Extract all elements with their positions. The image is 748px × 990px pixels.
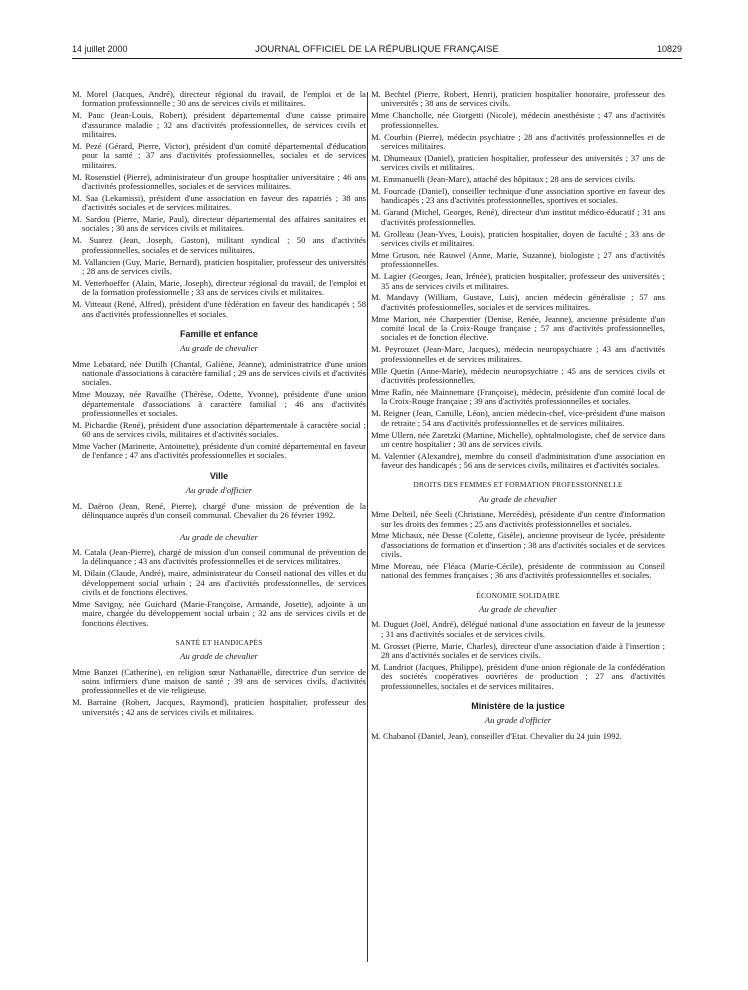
list-item: M. Pezé (Gérard, Pierre, Victor), président d'un comité départemental d'éducation pour la santé ; 37 ans d'activités professionnelles, sociales et de services militaires.	[72, 140, 366, 170]
section-title-economie-solidaire: ÉCONOMIE SOLIDAIRE	[476, 590, 560, 600]
list-item: M. Vallancien (Guy, Marie, Bernard), praticien hospitalier, professeur des universités ; 28 ans de services civils.	[72, 256, 366, 276]
list-item: M. Courbin (Pierre), médecin psychiatre ; 28 ans d'activités professionnelles et de services militaires.	[371, 131, 665, 151]
list-item: M. Grolleau (Jean-Yves, Louis), praticien hospitalier, doyen de faculté ; 33 ans de services civils et militaires.	[371, 228, 665, 248]
list-item: M. Pauc (Jean-Louis, Robert), président départemental d'une caisse primaire d'assurance maladie ; 32 ans d'activités professionnelles, de services civils et militaires.	[72, 110, 366, 139]
grade-heading: Au grade d'officier	[185, 485, 253, 496]
list-item: M. Sardou (Pierre, Marie, Paul), directeur départemental des affaires sanitaires et sociales ; 30 ans de services civils et militaires.	[72, 214, 366, 234]
list-item: Mme Moreau, née Fléaca (Marie-Cécile), présidente de commission au Conseil national des femmes françaises ; 36 ans d'activités professionnelles et sociales.	[371, 561, 665, 581]
left-column	[72, 90, 366, 720]
list-item: M. Barraine (Robert, Jacques, Raymond), praticien hospitalier, professeur des universités ; 42 ans de services civils et militaires.	[72, 697, 366, 717]
page-header	[72, 44, 682, 58]
list-item: Mme Banzet (Catherine), en religion sœur Nathanaëlle, directrice d'un service de soins infirmiers d'une maison de santé ; 39 ans de services civils, d'activités professionnelles et de vie religieuse.	[72, 666, 366, 696]
list-item: Mme Savigny, née Guichard (Marie-Françoise, Armande, Josette), adjointe à un maire, chargée du développement social urbain ; 32 ans de services civils et de fonctions électives.	[72, 599, 366, 628]
grade-heading: Au grade de chevalier	[479, 604, 557, 615]
list-item: Mme Ullern, née Zaretzki (Martine, Michelle), ophtalmologiste, chef de service dans un centre hospitalier ; 30 ans de services civils.	[371, 429, 665, 449]
list-item: M. Valentier (Alexandre), membre du conseil d'administration d'une association en faveur des handicapés ; 56 ans de services civils, militaires et d'activités sociales.	[371, 450, 665, 471]
list-item: M. Grosset (Pierre, Marie, Charles), directeur d'une association d'aide à l'insertion ; 28 ans d'activités sociales et de services civils.	[371, 640, 665, 661]
header-date: 14 juillet 2000	[72, 44, 128, 54]
list-item: M. Peyrouzet (Jean-Marc, Jacques), médecin neuropsychiatre ; 43 ans d'activités professionnelles et de services militaires.	[371, 344, 665, 364]
section-title-droits-des-femmes: DROITS DES FEMMES ET FORMATION PROFESSIONNELLE	[413, 480, 623, 490]
list-item: M. Lagier (Georges, Jean, Irénée), praticien hospitalier, professeur des universités ; 35 ans de services civils et militaires.	[371, 271, 665, 291]
list-item: M. Landriot (Jacques, Philippe), président d'une union régionale de la confédération des sociétés coopératives ouvrières de production ; 27 ans d'activités professionnelles, sociales et de services militaires.	[371, 662, 665, 691]
section-title-ville: Ville	[209, 470, 229, 481]
list-item: Mme Gruson, née Rauwel (Anne, Marie, Suzanne), biologiste ; 27 ans d'activités professionnelles.	[371, 249, 665, 270]
page-number: 10829	[656, 44, 682, 54]
list-item: M. Vetterhoeffer (Alain, Marie, Joseph), directeur régional du travail, de l'emploi et de la formation professionnelle ; 33 ans de services civils et militaires.	[72, 277, 366, 298]
list-item: Mme Vacher (Marinette, Antoinette), présidente d'un comité départemental en faveur de l'enfance ; 47 ans d'activités professionnelles et sociales.	[72, 441, 366, 461]
list-item: M. Mandavy (William, Gustave, Luis), ancien médecin généraliste ; 57 ans d'activités professionnelles, sociales et de services militaires.	[371, 292, 665, 312]
list-item: M. Fourcade (Daniel), conseiller technique d'une association sportive en faveur des handicapés ; 23 ans d'activités professionnelles, sportives et sociales.	[371, 186, 665, 206]
left-entries	[72, 90, 366, 319]
list-item: Mme Mouzay, née Ravailhe (Thérèse, Odette, Yvonne), présidente d'une union départementale d'associations à caractère familial ; 46 ans d'activités professionnelles et sociales.	[72, 389, 366, 418]
list-item: Mme Delteil, née Seeli (Christiane, Mercédès), présidente d'un centre d'information sur les droits des femmes ; 25 ans d'activités professionnelles et sociales.	[371, 509, 665, 529]
list-item: M. Reigner (Jean, Camille, Léon), ancien médecin-chef, vice-président d'une maison de retraite ; 54 ans d'activités professionnelles et de services militaires.	[371, 408, 665, 428]
list-item: M. Suarez (Jean, Joseph, Gaston), militant syndical ; 50 ans d'activités professionnelles, sociales et de services militaires.	[72, 235, 366, 255]
list-item: M. Chabanol (Daniel, Jean), conseiller d'Etat. Chevalier du 24 juin 1992.	[371, 730, 622, 741]
list-item: M. Vitteaut (René, Alfred), président d'une fédération en faveur des handicapés ; 58 ans d'activités professionnelles et sociales.	[72, 299, 366, 319]
list-item: Mlle Quetin (Anne-Marie), médecin neuropsychiatre ; 45 ans de services civils et d'activités professionnelles.	[371, 365, 665, 385]
grade-heading: Au grade de chevalier	[180, 651, 258, 662]
list-item: M. Dilain (Claude, André), maire, administrateur du Conseil national des villes et du développement social urbain ; 24 ans d'activités professionnelles, de services civils et de fonctions électives.	[72, 568, 366, 598]
grade-heading: Au grade de chevalier	[479, 493, 557, 504]
section-title-famille: Famille et enfance	[179, 328, 259, 339]
section-title-justice: Ministère de la justice	[471, 701, 565, 712]
right-column	[371, 90, 665, 744]
list-item: Mme Michaux, née Desse (Colette, Gisèle), ancienne proviseur de lycée, présidente d'associations de formation et d'insertion ; 38 ans d'activités sociales et de services civils.	[371, 530, 665, 560]
section-title-sante: SANTÉ ET HANDICAPÉS	[175, 638, 263, 648]
list-item: M. Bechtel (Pierre, Robert, Henri), praticien hospitalier honoraire, professeur des universités ; 38 ans de services civils.	[371, 89, 665, 109]
list-item: Mme Marion, née Charpentier (Denise, Renée, Jeanne), ancienne présidente d'un comité local de la Croix-Rouge française ; 57 ans d'activités professionnelles, sociales et de fonction élective.	[371, 313, 665, 343]
list-item: Mme Chancholle, née Giorgetti (Nicole), médecin anesthésiste ; 47 ans d'activités professionnelles.	[371, 110, 665, 130]
list-item: M. Garand (Michel, Georges, René), directeur d'un institut médico-éducatif ; 31 ans d'activités professionnelles.	[371, 207, 665, 227]
grade-heading: Au grade d'officier	[484, 715, 552, 726]
list-item: Mme Rafin, née Mainnemare (Françoise), médecin, présidente d'un comité local de la Croix-Rouge française ; 39 ans d'activités professionnelles et sociales.	[371, 386, 665, 407]
list-item: M. Pichardie (René), président d'une association départementale à caractère social ; 60 ans de services civils, militaires et d'activités sociales.	[72, 419, 366, 440]
list-item: M. Rosenstiel (Pierre), administrateur d'un groupe hospitalier universitaire ; 46 ans d'activités professionnelles, sociales et de services militaires.	[72, 171, 366, 191]
list-item: M. Dhumeaux (Daniel), praticien hospitalier, professeur des universités ; 37 ans de services civils et militaires.	[371, 152, 665, 173]
column-divider	[367, 92, 368, 962]
grade-heading: Au grade de chevalier	[180, 531, 258, 542]
list-item: M. Duguet (Joël, André), délégué national d'une association en faveur de la jeunesse ; 31 ans d'activités sociales et de services civils.	[371, 619, 665, 639]
list-item: Mme Lebatard, née Dutilh (Chantal, Galiène, Jeanne), administratrice d'une union nationale d'associations à caractère familial ; 29 ans de services civils et d'activités sociales.	[72, 358, 366, 388]
list-item: M. Daëron (Jean, René, Pierre), chargé d'une mission de prévention de la délinquance auprès d'un conseil communal. Chevalier du 26 février 1992.	[72, 500, 366, 520]
list-item: M. Emmanuelli (Jean-Marc), attaché des hôpitaux ; 28 ans de services civils.	[371, 174, 636, 185]
journal-title: JOURNAL OFFICIEL DE LA RÉPUBLIQUE FRANÇAISE	[255, 44, 499, 55]
list-item: M. Saa (Lekamissi), président d'une association en faveur des rapatriés ; 38 ans d'activités sociales et de services militaires.	[72, 192, 366, 213]
grade-heading: Au grade de chevalier	[180, 343, 258, 354]
header-rule	[72, 58, 682, 59]
list-item: M. Catala (Jean-Pierre), chargé de mission d'un conseil communal de prévention de la délinquance ; 43 ans d'activités professionnelles et de services militaires.	[72, 547, 366, 567]
list-item: M. Morel (Jacques, André), directeur régional du travail, de l'emploi et de la formation professionnelle ; 30 ans de services civils et militaires.	[72, 89, 366, 109]
